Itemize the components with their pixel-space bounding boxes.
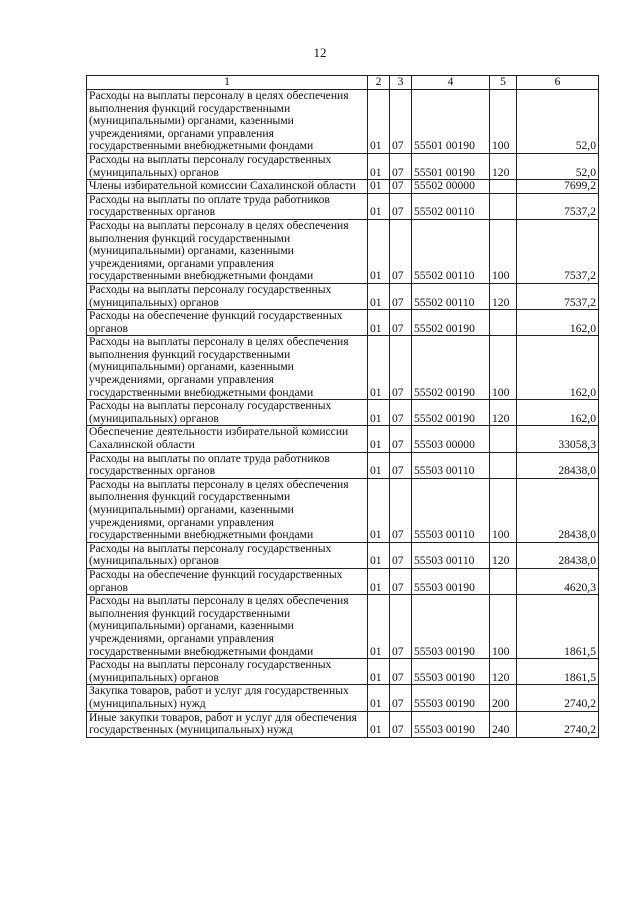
section-code-cell: 01 [368,595,390,659]
subsection-code-cell: 07 [390,219,412,283]
row-name-cell: Расходы на выплаты персоналу государственных (муниципальных) органов [87,542,368,568]
section-code-cell: 01 [368,219,390,283]
subsection-code-cell: 07 [390,153,412,179]
budget-table [86,75,599,738]
table-row [87,478,599,542]
section-code-cell: 01 [368,153,390,179]
subsection-code-cell: 07 [390,336,412,400]
section-code-cell: 01 [368,310,390,336]
amount-cell: 1861,5 [517,595,599,659]
column-header: 6 [517,76,599,90]
expense-type-cell: 100 [490,90,517,154]
expense-type-cell: 100 [490,336,517,400]
table-row [87,595,599,659]
amount-cell: 162,0 [517,310,599,336]
target-article-cell: 55503 00190 [412,685,490,711]
target-article-cell: 55502 00110 [412,193,490,219]
target-article-cell: 55502 00190 [412,310,490,336]
column-header: 3 [390,76,412,90]
table-row [87,711,599,737]
subsection-code-cell: 07 [390,711,412,737]
target-article-cell: 55501 00190 [412,153,490,179]
subsection-code-cell: 07 [390,595,412,659]
amount-cell: 33058,3 [517,426,599,452]
subsection-code-cell: 07 [390,659,412,685]
row-name-cell: Члены избирательной комиссии Сахалинской области [87,180,368,194]
target-article-cell: 55502 00110 [412,219,490,283]
subsection-code-cell: 07 [390,193,412,219]
section-code-cell: 01 [368,193,390,219]
row-name-cell: Расходы на выплаты по оплате труда работников государственных органов [87,452,368,478]
expense-type-cell: 100 [490,478,517,542]
section-code-cell: 01 [368,283,390,309]
target-article-cell: 55503 00000 [412,426,490,452]
table-row [87,426,599,452]
table-row [87,310,599,336]
row-name-cell: Иные закупки товаров, работ и услуг для обеспечения государственных (муниципальных) нужд [87,711,368,737]
expense-type-cell: 100 [490,219,517,283]
table-row [87,400,599,426]
row-name-cell: Расходы на выплаты персоналу государственных (муниципальных) органов [87,153,368,179]
row-name-cell: Расходы на выплаты персоналу в целях обеспечения выполнения функций государственными (муниципальными) органами, казенными учреждениями, органами управления государственными внебюджетными фондами [87,336,368,400]
expense-type-cell [490,310,517,336]
section-code-cell: 01 [368,542,390,568]
column-header: 4 [412,76,490,90]
column-header: 2 [368,76,390,90]
subsection-code-cell: 07 [390,310,412,336]
table-row [87,193,599,219]
expense-type-cell: 120 [490,400,517,426]
expense-type-cell: 240 [490,711,517,737]
subsection-code-cell: 07 [390,283,412,309]
table-row [87,90,599,154]
table-row [87,542,599,568]
target-article-cell: 55503 00110 [412,452,490,478]
section-code-cell: 01 [368,90,390,154]
expense-type-cell: 120 [490,283,517,309]
section-code-cell: 01 [368,659,390,685]
column-header: 5 [490,76,517,90]
table-row [87,283,599,309]
table-row [87,685,599,711]
row-name-cell: Расходы на обеспечение функций государственных органов [87,568,368,594]
subsection-code-cell: 07 [390,685,412,711]
section-code-cell: 01 [368,711,390,737]
expense-type-cell [490,180,517,194]
row-name-cell: Обеспечение деятельности избирательной комиссии Сахалинской области [87,426,368,452]
section-code-cell: 01 [368,180,390,194]
row-name-cell: Расходы на выплаты персоналу в целях обеспечения выполнения функций государственными (муниципальными) органами, казенными учреждениями, органами управления государственными внебюджетными фондами [87,90,368,154]
amount-cell: 28438,0 [517,452,599,478]
amount-cell: 1861,5 [517,659,599,685]
table-row [87,219,599,283]
section-code-cell: 01 [368,336,390,400]
subsection-code-cell: 07 [390,542,412,568]
section-code-cell: 01 [368,685,390,711]
subsection-code-cell: 07 [390,90,412,154]
amount-cell: 2740,2 [517,685,599,711]
target-article-cell: 55502 00190 [412,336,490,400]
target-article-cell: 55502 00190 [412,400,490,426]
target-article-cell: 55503 00110 [412,542,490,568]
amount-cell: 28438,0 [517,478,599,542]
table-row [87,180,599,194]
expense-type-cell [490,568,517,594]
target-article-cell: 55503 00190 [412,711,490,737]
table-row [87,452,599,478]
target-article-cell: 55503 00190 [412,595,490,659]
subsection-code-cell: 07 [390,180,412,194]
table-row [87,659,599,685]
expense-type-cell: 200 [490,685,517,711]
table-header-row [87,76,599,90]
amount-cell: 7537,2 [517,283,599,309]
subsection-code-cell: 07 [390,452,412,478]
expense-type-cell [490,193,517,219]
section-code-cell: 01 [368,400,390,426]
section-code-cell: 01 [368,478,390,542]
section-code-cell: 01 [368,452,390,478]
target-article-cell: 55501 00190 [412,90,490,154]
expense-type-cell [490,426,517,452]
row-name-cell: Расходы на обеспечение функций государственных органов [87,310,368,336]
target-article-cell: 55503 00190 [412,659,490,685]
row-name-cell: Закупка товаров, работ и услуг для государственных (муниципальных) нужд [87,685,368,711]
row-name-cell: Расходы на выплаты персоналу государственных (муниципальных) органов [87,283,368,309]
target-article-cell: 55503 00110 [412,478,490,542]
expense-type-cell: 120 [490,542,517,568]
table-row [87,153,599,179]
row-name-cell: Расходы на выплаты персоналу государственных (муниципальных) органов [87,400,368,426]
target-article-cell: 55502 00110 [412,283,490,309]
expense-type-cell: 100 [490,595,517,659]
amount-cell: 7537,2 [517,219,599,283]
row-name-cell: Расходы на выплаты по оплате труда работников государственных органов [87,193,368,219]
amount-cell: 162,0 [517,336,599,400]
table-row [87,568,599,594]
table-row [87,336,599,400]
amount-cell: 2740,2 [517,711,599,737]
amount-cell: 7537,2 [517,193,599,219]
amount-cell: 52,0 [517,153,599,179]
expense-type-cell [490,452,517,478]
column-header: 1 [87,76,368,90]
row-name-cell: Расходы на выплаты персоналу в целях обеспечения выполнения функций государственными (муниципальными) органами, казенными учреждениями, органами управления государственными внебюджетными фондами [87,595,368,659]
subsection-code-cell: 07 [390,426,412,452]
amount-cell: 4620,3 [517,568,599,594]
subsection-code-cell: 07 [390,478,412,542]
page-number: 12 [313,45,327,60]
amount-cell: 7699,2 [517,180,599,194]
expense-type-cell: 120 [490,659,517,685]
section-code-cell: 01 [368,426,390,452]
amount-cell: 52,0 [517,90,599,154]
target-article-cell: 55503 00190 [412,568,490,594]
subsection-code-cell: 07 [390,400,412,426]
amount-cell: 28438,0 [517,542,599,568]
row-name-cell: Расходы на выплаты персоналу государственных (муниципальных) органов [87,659,368,685]
expense-type-cell: 120 [490,153,517,179]
row-name-cell: Расходы на выплаты персоналу в целях обеспечения выполнения функций государственными (муниципальными) органами, казенными учреждениями, органами управления государственными внебюджетными фондами [87,219,368,283]
amount-cell: 162,0 [517,400,599,426]
target-article-cell: 55502 00000 [412,180,490,194]
subsection-code-cell: 07 [390,568,412,594]
section-code-cell: 01 [368,568,390,594]
row-name-cell: Расходы на выплаты персоналу в целях обеспечения выполнения функций государственными (муниципальными) органами, казенными учреждениями, органами управления государственными внебюджетными фондами [87,478,368,542]
